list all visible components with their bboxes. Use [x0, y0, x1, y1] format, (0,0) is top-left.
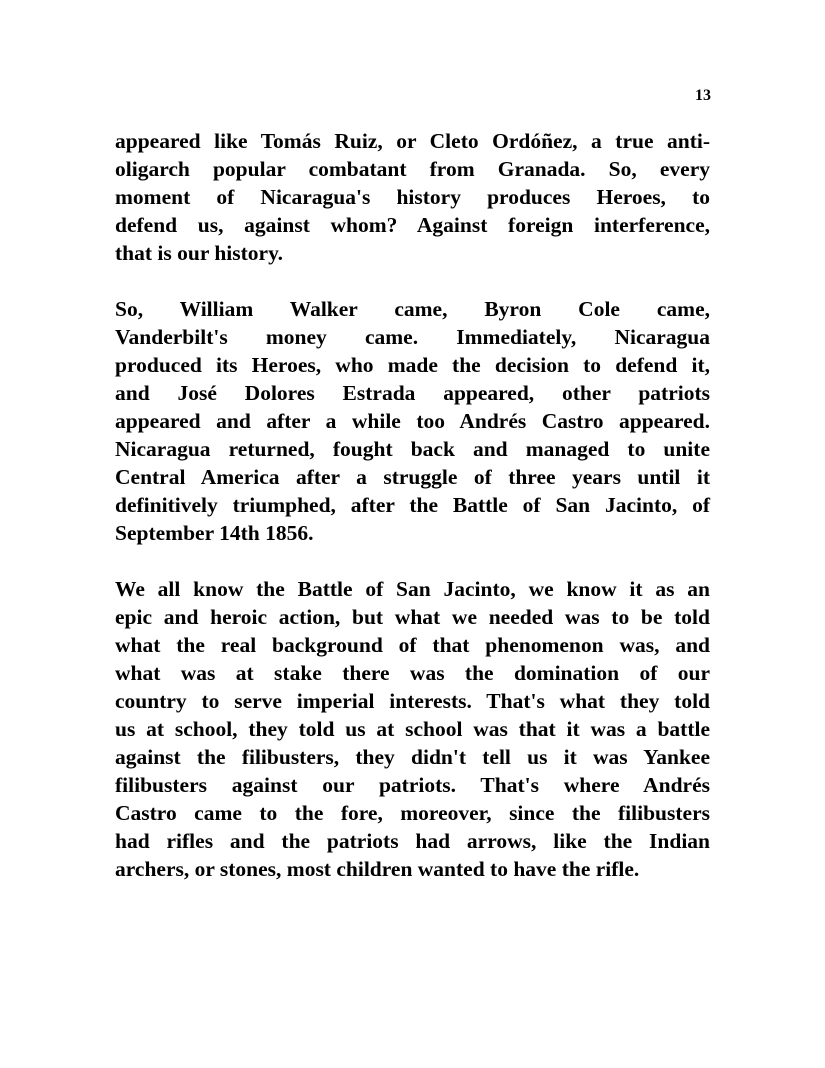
text-line: produced its Heroes, who made the decision to defend it,	[115, 353, 710, 377]
text-line: archers, or stones, most children wanted to have the rifle.	[115, 857, 640, 881]
text-line: So, William Walker came, Byron Cole came,	[115, 297, 710, 321]
text-line: defend us, against whom? Against foreign interference,	[115, 213, 710, 237]
page-number: 13	[695, 87, 711, 104]
text-line: had rifles and the patriots had arrows, like the Indian	[115, 829, 710, 853]
text-line: definitively triumphed, after the Battle of San Jacinto, of	[115, 493, 710, 517]
text-line: filibusters against our patriots. That's where Andrés	[115, 773, 710, 797]
text-line: appeared and after a while too Andrés Castro appeared.	[115, 409, 710, 433]
text-line: oligarch popular combatant from Granada. So, every	[115, 157, 710, 181]
text-line: and José Dolores Estrada appeared, other patriots	[115, 381, 710, 405]
text-line: We all know the Battle of San Jacinto, we know it as an	[115, 577, 710, 601]
paragraph-2	[115, 295, 710, 547]
text-line: September 14th 1856.	[115, 521, 314, 545]
document-body	[115, 127, 710, 883]
paragraph-1	[115, 127, 710, 267]
text-line: epic and heroic action, but what we needed was to be told	[115, 605, 710, 629]
paragraph-3	[115, 575, 710, 883]
text-line: what the real background of that phenomenon was, and	[115, 633, 710, 657]
text-line: country to serve imperial interests. That's what they told	[115, 689, 710, 713]
text-line: us at school, they told us at school was that it was a battle	[115, 717, 710, 741]
text-line: Central America after a struggle of three years until it	[115, 465, 710, 489]
text-line: Nicaragua returned, fought back and managed to unite	[115, 437, 710, 461]
text-line: that is our history.	[115, 241, 284, 265]
text-line: Vanderbilt's money came. Immediately, Nicaragua	[115, 325, 710, 349]
text-line: against the filibusters, they didn't tell us it was Yankee	[115, 745, 710, 769]
text-line: what was at stake there was the domination of our	[115, 661, 710, 685]
text-line: appeared like Tomás Ruiz, or Cleto Ordóñez, a true anti-	[115, 129, 710, 153]
text-line: Castro came to the fore, moreover, since the filibusters	[115, 801, 710, 825]
text-line: moment of Nicaragua's history produces Heroes, to	[115, 185, 710, 209]
